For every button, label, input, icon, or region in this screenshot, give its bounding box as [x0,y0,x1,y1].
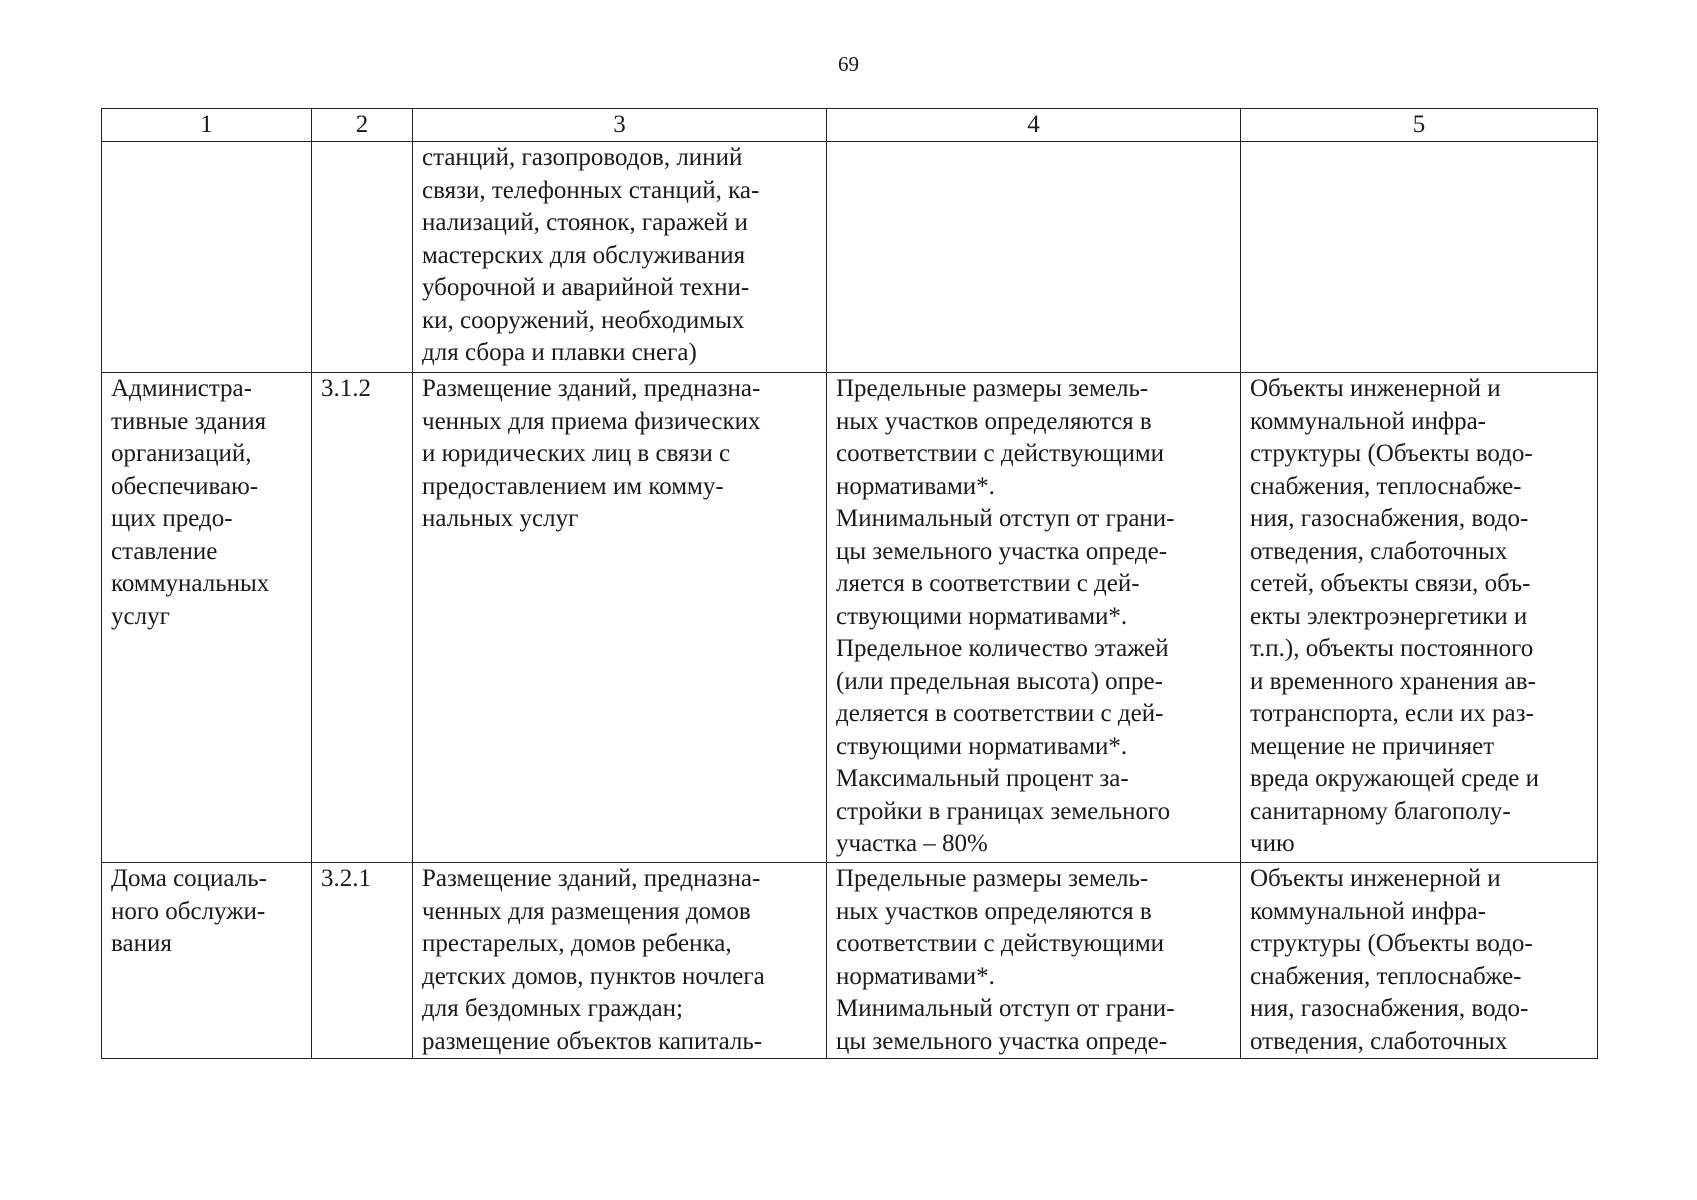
cell-use-description [413,142,827,373]
cell-text: Объекты инженерной и коммунальной инфра- структуры (Объекты водо- снабжения, теплоснабже- ния, газоснабжения, водо- отведения, слаботочных [1250,865,1533,1055]
cell-use-description [413,863,827,1059]
cell-use-code [312,373,413,863]
column-header-1: 1 [102,109,312,142]
table-row [102,373,1598,863]
regulations-table [101,108,1598,1059]
column-header-4: 4 [827,109,1241,142]
cell-text: Администра- тивные здания организаций, обеспечиваю- щих предо- ставление коммунальных услуг [111,375,270,630]
cell-text: 3.1.2 [321,375,371,402]
column-header-3: 3 [413,109,827,142]
cell-text: Предельные размеры земель- ных участков определяются в соответствии с действующими нормативами*. Минимальный отступ от грани- цы земельного участка опреде- ляется в соответствии с дей- ствующими нормативами*. Предельное количество этажей (или предельная высота) опре- деляется в соответствии с дей- ствующими нормативами*. Максимальный процент за- стройки в границах земельного участка – 80% [836,375,1175,857]
cell-text: 3.2.1 [321,865,371,892]
table-header-row [102,109,1598,142]
cell-text: Дома социаль- ного обслужи- вания [111,865,267,957]
cell-use-description [413,373,827,863]
cell-use-name [102,863,312,1059]
table-row [102,142,1598,373]
cell-use-name [102,373,312,863]
column-header-2: 2 [312,109,413,142]
page-number: 69 [838,52,859,76]
cell-auxiliary-uses [1241,373,1598,863]
table-row [102,863,1598,1059]
cell-use-code [312,863,413,1059]
cell-auxiliary-uses [1241,142,1598,373]
cell-text: Размещение зданий, предназна- ченных для приема физических и юридических лиц в связи с предоставлением им комму- нальных услуг [422,375,761,532]
cell-use-name [102,142,312,373]
cell-parameters [827,373,1241,863]
cell-use-code [312,142,413,373]
cell-parameters [827,863,1241,1059]
cell-text: Предельные размеры земель- ных участков определяются в соответствии с действующими нормативами*. Минимальный отступ от грани- цы земельного участка опреде- [836,865,1175,1055]
column-header-5: 5 [1241,109,1598,142]
cell-parameters [827,142,1241,373]
cell-text: Размещение зданий, предназна- ченных для размещения домов престарелых, домов ребенка, детских домов, пунктов ночлега для бездомных граждан; размещение объектов капиталь- [422,865,765,1055]
cell-text: станций, газопроводов, линий связи, телефонных станций, ка- нализаций, стоянок, гаражей и мастерских для обслуживания уборочной и аварийной техни- ки, сооружений, необходимых для сбора и плавки снега) [422,144,760,366]
cell-auxiliary-uses [1241,863,1598,1059]
cell-text: Объекты инженерной и коммунальной инфра- структуры (Объекты водо- снабжения, теплоснабже- ния, газоснабжения, водо- отведения, слаботочных сетей, объекты связи, объ- екты электроэнергетики и т.п.), объекты постоянного и временного хранения ав- тотранспорта, если их раз- мещение не причиняет вреда окружающей среде и санитарному благополу- чию [1250,375,1539,857]
